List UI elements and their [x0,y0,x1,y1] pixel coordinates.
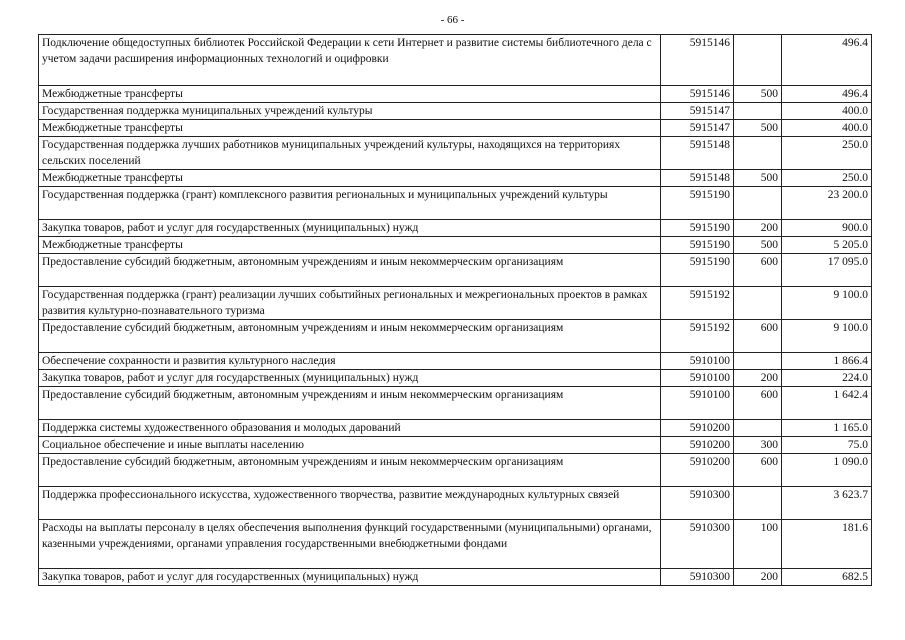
row-amount: 9 100.0 [782,287,872,320]
row-type: 500 [734,120,782,137]
table-row [39,170,872,187]
row-type [734,287,782,320]
row-name: Межбюджетные трансферты [39,170,661,187]
row-type [734,353,782,370]
row-name: Государственная поддержка (грант) реализации лучших событийных региональных и межрегиональных проектов в рамках развития культурно-познавательного туризма [39,287,661,320]
row-name: Государственная поддержка (грант) комплексного развития региональных и муниципальных учреждений культуры [39,187,661,220]
row-amount: 900.0 [782,220,872,237]
row-code: 5915190 [661,187,734,220]
row-name: Подключение общедоступных библиотек Российской Федерации к сети Интернет и развитие системы библиотечного дела с учетом задачи расширения информационных технологий и оцифровки [39,35,661,86]
row-name: Межбюджетные трансферты [39,86,661,103]
budget-table-body [39,35,872,586]
row-type: 200 [734,370,782,387]
row-type [734,103,782,120]
row-code: 5910300 [661,520,734,569]
row-type: 100 [734,520,782,569]
row-name: Обеспечение сохранности и развития культурного наследия [39,353,661,370]
row-amount: 682.5 [782,569,872,586]
row-type: 300 [734,437,782,454]
table-row [39,187,872,220]
row-name: Закупка товаров, работ и услуг для государственных (муниципальных) нужд [39,569,661,586]
row-name: Поддержка профессионального искусства, художественного творчества, развитие международных культурных связей [39,487,661,520]
row-code: 5915146 [661,86,734,103]
row-code: 5915147 [661,120,734,137]
table-row [39,320,872,353]
table-row [39,137,872,170]
table-row [39,86,872,103]
row-amount: 250.0 [782,137,872,170]
row-amount: 1 090.0 [782,454,872,487]
row-type: 500 [734,237,782,254]
row-amount: 1 866.4 [782,353,872,370]
row-type [734,35,782,86]
row-name: Государственная поддержка муниципальных учреждений культуры [39,103,661,120]
row-name: Закупка товаров, работ и услуг для государственных (муниципальных) нужд [39,370,661,387]
row-type [734,487,782,520]
row-amount: 496.4 [782,86,872,103]
row-name: Закупка товаров, работ и услуг для государственных (муниципальных) нужд [39,220,661,237]
table-row [39,120,872,137]
row-type [734,137,782,170]
row-name: Поддержка системы художественного образования и молодых дарований [39,420,661,437]
row-amount: 1 165.0 [782,420,872,437]
row-code: 5910200 [661,437,734,454]
table-row [39,520,872,569]
table-row [39,254,872,287]
row-code: 5910300 [661,569,734,586]
table-row [39,103,872,120]
table-row [39,353,872,370]
table-row [39,569,872,586]
row-code: 5915190 [661,237,734,254]
row-code: 5915190 [661,254,734,287]
row-name: Предоставление субсидий бюджетным, автономным учреждениям и иным некоммерческим организациям [39,254,661,287]
row-name: Предоставление субсидий бюджетным, автономным учреждениям и иным некоммерческим организациям [39,320,661,353]
row-type [734,420,782,437]
table-row [39,237,872,254]
row-name: Государственная поддержка лучших работников муниципальных учреждений культуры, находящихся на территориях сельских поселений [39,137,661,170]
row-type: 600 [734,320,782,353]
table-row [39,487,872,520]
row-code: 5910100 [661,353,734,370]
row-amount: 3 623.7 [782,487,872,520]
row-code: 5910100 [661,370,734,387]
row-type [734,187,782,220]
row-type: 500 [734,86,782,103]
table-row [39,387,872,420]
row-amount: 224.0 [782,370,872,387]
row-name: Социальное обеспечение и иные выплаты населению [39,437,661,454]
budget-table [38,34,872,586]
row-type: 500 [734,170,782,187]
row-type: 600 [734,387,782,420]
table-row [39,287,872,320]
table-row [39,420,872,437]
row-type: 600 [734,254,782,287]
row-amount: 5 205.0 [782,237,872,254]
row-amount: 496.4 [782,35,872,86]
row-amount: 9 100.0 [782,320,872,353]
table-row [39,437,872,454]
row-code: 5910300 [661,487,734,520]
table-row [39,370,872,387]
row-name: Межбюджетные трансферты [39,237,661,254]
table-row [39,220,872,237]
row-amount: 1 642.4 [782,387,872,420]
row-code: 5910200 [661,454,734,487]
row-type: 200 [734,569,782,586]
table-row [39,454,872,487]
page-number: - 66 - [440,14,465,26]
row-amount: 23 200.0 [782,187,872,220]
row-amount: 400.0 [782,103,872,120]
row-type: 600 [734,454,782,487]
row-code: 5915190 [661,220,734,237]
row-code: 5915192 [661,287,734,320]
row-amount: 250.0 [782,170,872,187]
row-amount: 400.0 [782,120,872,137]
row-name: Расходы на выплаты персоналу в целях обеспечения выполнения функций государственными (муниципальными) органами, казенными учреждениями, органами управления государственными внебюджетными фондами [39,520,661,569]
row-code: 5915192 [661,320,734,353]
row-code: 5915147 [661,103,734,120]
row-amount: 181.6 [782,520,872,569]
table-row [39,35,872,86]
row-type: 200 [734,220,782,237]
row-code: 5910200 [661,420,734,437]
row-code: 5910100 [661,387,734,420]
row-amount: 75.0 [782,437,872,454]
row-name: Межбюджетные трансферты [39,120,661,137]
row-name: Предоставление субсидий бюджетным, автономным учреждениям и иным некоммерческим организациям [39,454,661,487]
row-code: 5915148 [661,137,734,170]
row-code: 5915148 [661,170,734,187]
row-code: 5915146 [661,35,734,86]
row-name: Предоставление субсидий бюджетным, автономным учреждениям и иным некоммерческим организациям [39,387,661,420]
row-amount: 17 095.0 [782,254,872,287]
